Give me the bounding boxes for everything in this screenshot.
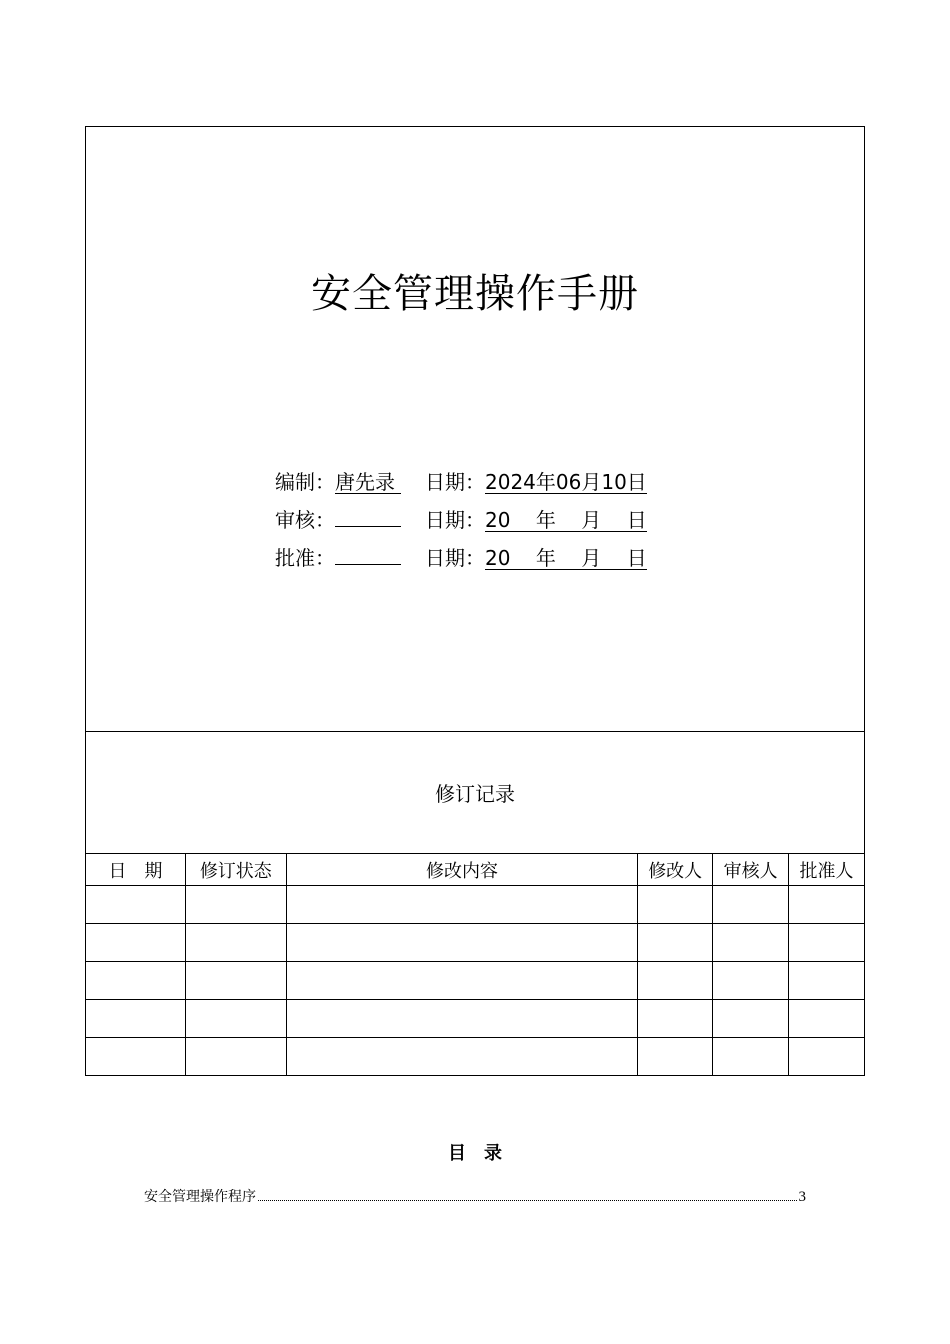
table-cell: [713, 886, 789, 924]
column-header-date: 日 期: [86, 854, 186, 886]
revision-title: 修订记录: [435, 782, 515, 806]
table-cell: [789, 1000, 865, 1038]
toc-entry-text[interactable]: 安全管理操作程序: [144, 1189, 256, 1205]
toc-entry-page: 3: [798, 1189, 806, 1205]
table-row: [86, 924, 865, 962]
toc-entry[interactable]: [144, 1186, 806, 1206]
table-cell: [185, 962, 286, 1000]
table-cell: [286, 924, 637, 962]
sign-row-review: [275, 501, 647, 539]
table-row: [86, 962, 865, 1000]
toc-title: 目录: [448, 1143, 520, 1164]
table-cell: [638, 886, 713, 924]
table-row: [86, 1038, 865, 1076]
table-cell: [286, 1038, 637, 1076]
signature-block: [275, 463, 647, 577]
table-cell: [713, 1038, 789, 1076]
table-cell: [185, 924, 286, 962]
table-cell: [713, 1000, 789, 1038]
date-label: 日期：: [425, 470, 485, 494]
sign-name: [335, 526, 401, 527]
table-cell: [286, 886, 637, 924]
toc-leader-dots: [258, 1200, 797, 1201]
column-header-modifier: 修改人: [638, 854, 713, 886]
sign-row-approve: [275, 539, 647, 577]
sign-label: 审核：: [275, 508, 335, 532]
table-cell: [789, 962, 865, 1000]
table-cell: [638, 962, 713, 1000]
sign-label: 编制：: [275, 470, 335, 494]
sign-row-compile: [275, 463, 647, 501]
table-cell: [185, 1038, 286, 1076]
sign-date: 20 年 月 日: [485, 508, 647, 532]
table-cell: [713, 962, 789, 1000]
column-header-approver: 批准人: [789, 854, 865, 886]
table-row: [86, 1000, 865, 1038]
table-cell: [286, 1000, 637, 1038]
table-row: [86, 886, 865, 924]
table-cell: [185, 886, 286, 924]
sign-name: 唐先录: [335, 471, 401, 494]
sign-name: [335, 564, 401, 565]
sign-date: 2024年06月10日: [485, 470, 647, 494]
column-header-reviewer: 审核人: [713, 854, 789, 886]
column-header-status: 修订状态: [185, 854, 286, 886]
table-cell: [86, 886, 186, 924]
table-cell: [638, 1038, 713, 1076]
table-cell: [789, 924, 865, 962]
revision-table: [85, 853, 865, 1076]
date-label: 日期：: [425, 508, 485, 532]
column-header-content: 修改内容: [286, 854, 637, 886]
table-cell: [789, 886, 865, 924]
document-title: 安全管理操作手册: [311, 271, 639, 317]
date-label: 日期：: [425, 546, 485, 570]
table-cell: [638, 924, 713, 962]
table-cell: [86, 1000, 186, 1038]
sign-label: 批准：: [275, 546, 335, 570]
revision-header-row: [86, 854, 865, 886]
table-cell: [86, 962, 186, 1000]
table-cell: [185, 1000, 286, 1038]
table-cell: [86, 1038, 186, 1076]
table-cell: [789, 1038, 865, 1076]
table-cell: [86, 924, 186, 962]
cover-frame: [85, 126, 865, 732]
table-cell: [713, 924, 789, 962]
table-cell: [286, 962, 637, 1000]
sign-date: 20 年 月 日: [485, 546, 647, 570]
table-cell: [638, 1000, 713, 1038]
